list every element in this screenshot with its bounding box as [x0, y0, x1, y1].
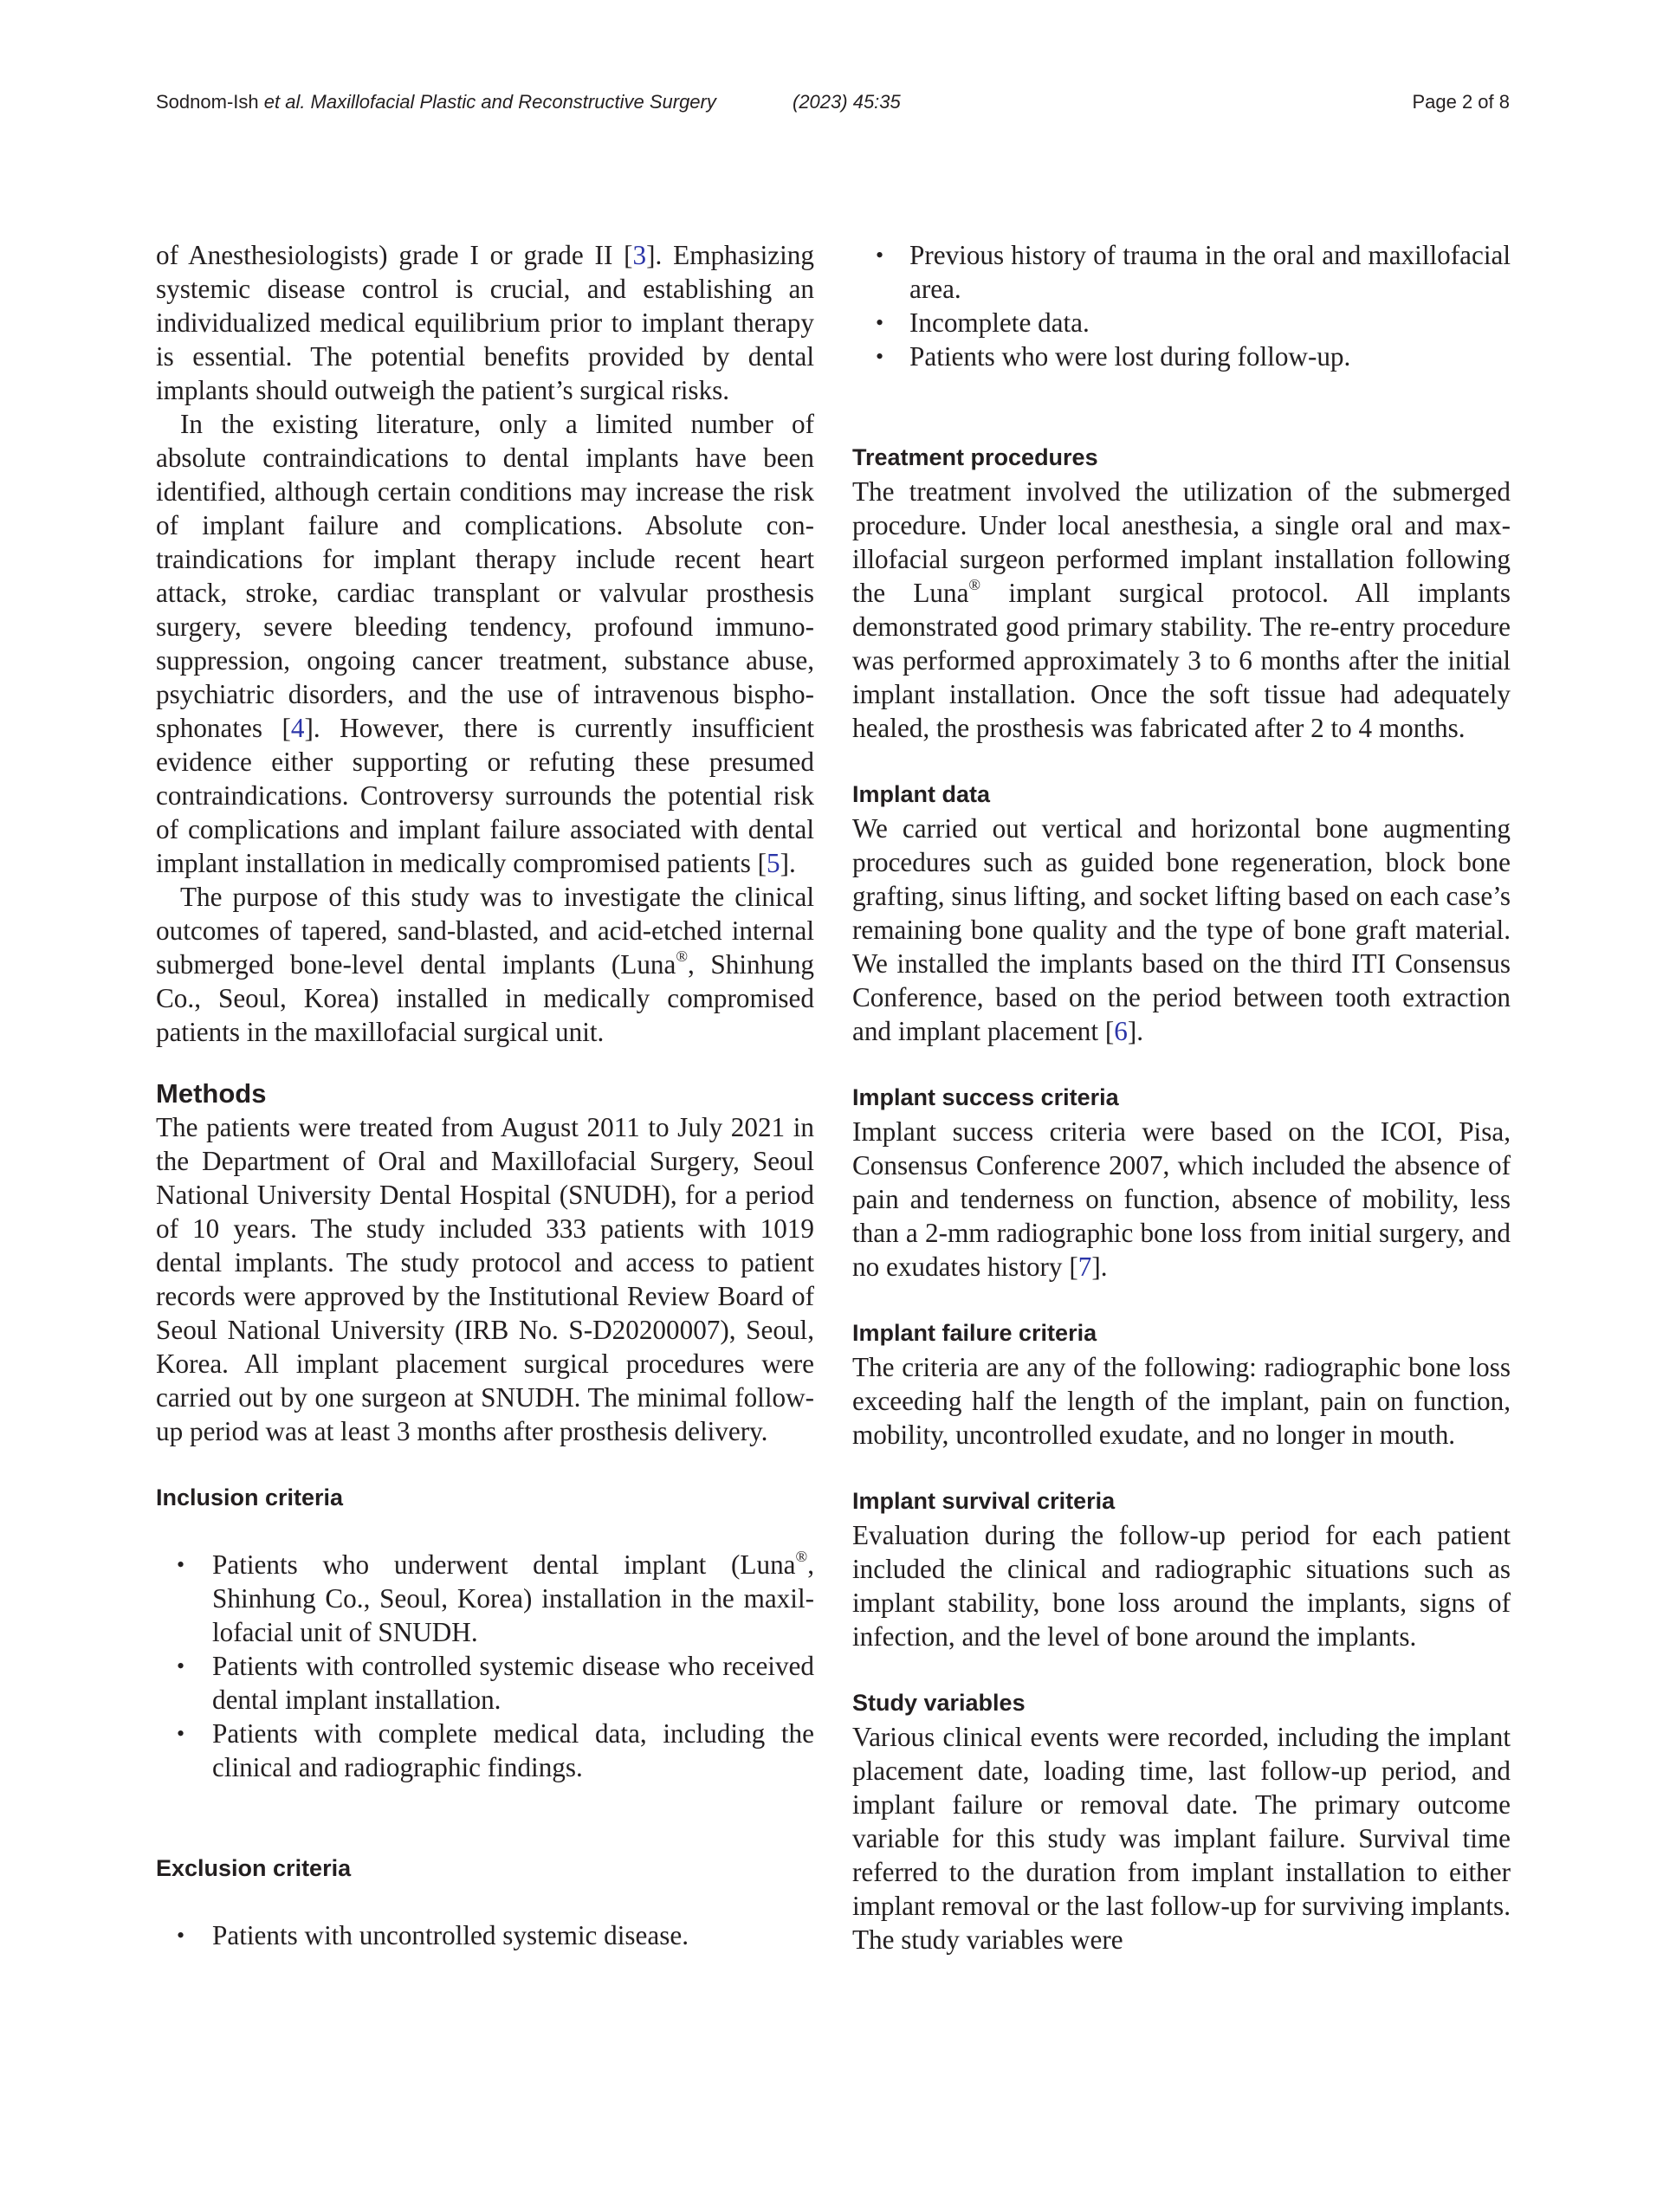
header-volume: (2023) 45:35: [793, 91, 901, 113]
implant-survival-criteria-heading: Implant survival criteria: [852, 1488, 1116, 1514]
list-item: • Patients with complete medical data, including the clinical and radiographic findings.: [156, 1717, 814, 1784]
implant-survival-criteria-paragraph: Evaluation during the follow-up period for each patient included the clinical and radiographic situations such as implant stability, bone loss around the implants, signs of infection, and the level of bone around the implants.: [852, 1520, 1511, 1652]
citation-link[interactable]: 4: [290, 713, 305, 743]
implant-failure-criteria-heading: Implant failure criteria: [852, 1320, 1097, 1346]
methods-heading: Methods: [156, 1078, 267, 1109]
study-variables-heading: Study variables: [852, 1690, 1026, 1716]
paragraph-intro-3: The purpose of this study was to investigate the clinical outcomes of tapered, sand-blasted, and acid-etched internal submerged bone-level dental implants (Luna®, Shinhung Co., Seoul, Korea) installed in medically compromised patients in the maxillofacial surgical unit.: [156, 882, 815, 1047]
list-item: • Patients with controlled systemic disease who received dental implant installation.: [156, 1649, 814, 1717]
implant-success-criteria-heading: Implant success criteria: [852, 1084, 1119, 1110]
treatment-procedures-heading: Treatment procedures: [852, 444, 1098, 470]
inclusion-criteria-list: [156, 1548, 814, 1784]
header-page-number: Page 2 of 8: [1412, 91, 1510, 113]
list-item: • Incomplete data.: [852, 306, 1511, 340]
list-item: • Patients who were lost during follow-up.: [852, 340, 1511, 373]
header-citation: [156, 87, 716, 118]
implant-data-heading: Implant data: [852, 781, 991, 807]
paragraph-intro-2: In the existing literature, only a limited number of absolute contraindications to dental implants have been identified, although certain conditions may increase the risk of implant failure and complications. Absolute contraindications for implant therapy include recent heart attack, stroke, cardiac transplant or valvular prosthesis surgery, severe bleeding tendency, profound immunosuppression, ongoing cancer treatment, substance abuse, psychiatric disorders, and the use of intravenous bisphosphonates [4]. However, there is currently insufficient evidence either supporting or refuting these presumed contraindications. Controversy surrounds the potential risk of complications and implant failure associated with dental implant installation in medically compromised patients [5].: [156, 409, 814, 878]
exclusion-criteria-list-continued: [852, 238, 1511, 373]
implant-success-criteria-paragraph: Implant success criteria were based on the ICOI, Pisa, Consensus Conference 2007, which included the absence of pain and tenderness on function, absence of mobility, less than a 2-mm radiographic bone loss from initial surgery, and no exudates history [7].: [852, 1116, 1511, 1282]
list-item: • Previous history of trauma in the oral and maxillofacial area.: [852, 238, 1511, 306]
list-item: • Patients who underwent dental implant (Luna®, Shinhung Co., Seoul, Korea) installation in the maxillofacial unit of SNUDH.: [156, 1548, 814, 1649]
left-column: [156, 238, 814, 1952]
citation-link[interactable]: 6: [1114, 1016, 1128, 1046]
citation-link[interactable]: 7: [1077, 1252, 1092, 1282]
header-authors: Sodnom-Ish: [156, 91, 259, 113]
implant-data-paragraph: We carried out vertical and horizontal bone augmenting procedures such as guided bone regeneration, block bone grafting, sinus lifting, and socket lifting based on each case’s remaining bone quality and the type of bone graft material. We installed the implants based on the third ITI Consensus Conference, based on the period between tooth extraction and implant placement [6].: [852, 813, 1511, 1046]
header-journal: et al. Maxillofacial Plastic and Reconstructive Surgery: [263, 91, 716, 113]
implant-failure-criteria-paragraph: The criteria are any of the following: radiographic bone loss exceeding half the length of the implant, pain on function, mobility, uncontrolled exudate, and no longer in mouth.: [852, 1352, 1511, 1450]
methods-paragraph: The patients were treated from August 2011 to July 2021 in the Department of Oral and Maxillofacial Surgery, Seoul National University Dental Hospital (SNUDH), for a period of 10 years. The study included 333 patients with 1019 dental implants. The study protocol and access to patient records were approved by the Institutional Review Board of Seoul National University (IRB No. S-D20200007), Seoul, Korea. All implant placement surgical procedures were carried out by one surgeon at SNUDH. The minimal follow-up period was at least 3 months after prosthesis delivery.: [156, 1112, 814, 1446]
running-header: [156, 87, 1510, 118]
exclusion-criteria-list: [156, 1918, 814, 1952]
citation-link[interactable]: 3: [632, 240, 647, 270]
exclusion-criteria-heading: Exclusion criteria: [156, 1855, 352, 1881]
list-item: • Patients with uncontrolled systemic disease.: [156, 1918, 814, 1952]
paragraph-intro-1: of Anesthesiologists) grade I or grade II [3]. Emphasizing systemic disease control is crucial, and establishing an individualized medical equilibrium prior to implant therapy is essential. The potential benefits provided by dental implants should outweigh the patient’s surgical risks.: [156, 240, 814, 405]
treatment-procedures-paragraph: The treatment involved the utilization of the submerged procedure. Under local anesthesia, a single oral and maxillofacial surgeon performed implant installation following the Luna® implant surgical protocol. All implants demonstrated good primary stability. The re-entry procedure was performed approximately 3 to 6 months after the initial implant installation. Once the soft tissue had adequately healed, the prosthesis was fabricated after 2 to 4 months.: [852, 476, 1511, 743]
right-column: [852, 238, 1511, 1957]
study-variables-paragraph: Various clinical events were recorded, including the implant placement date, loading time, last follow-up period, and implant failure or removal date. The primary outcome variable for this study was implant failure. Survival time referred to the duration from implant installation to either implant removal or the last follow-up for surviving implants. The study variables were: [852, 1722, 1511, 1955]
citation-link[interactable]: 5: [767, 848, 780, 878]
inclusion-criteria-heading: Inclusion criteria: [156, 1484, 344, 1510]
